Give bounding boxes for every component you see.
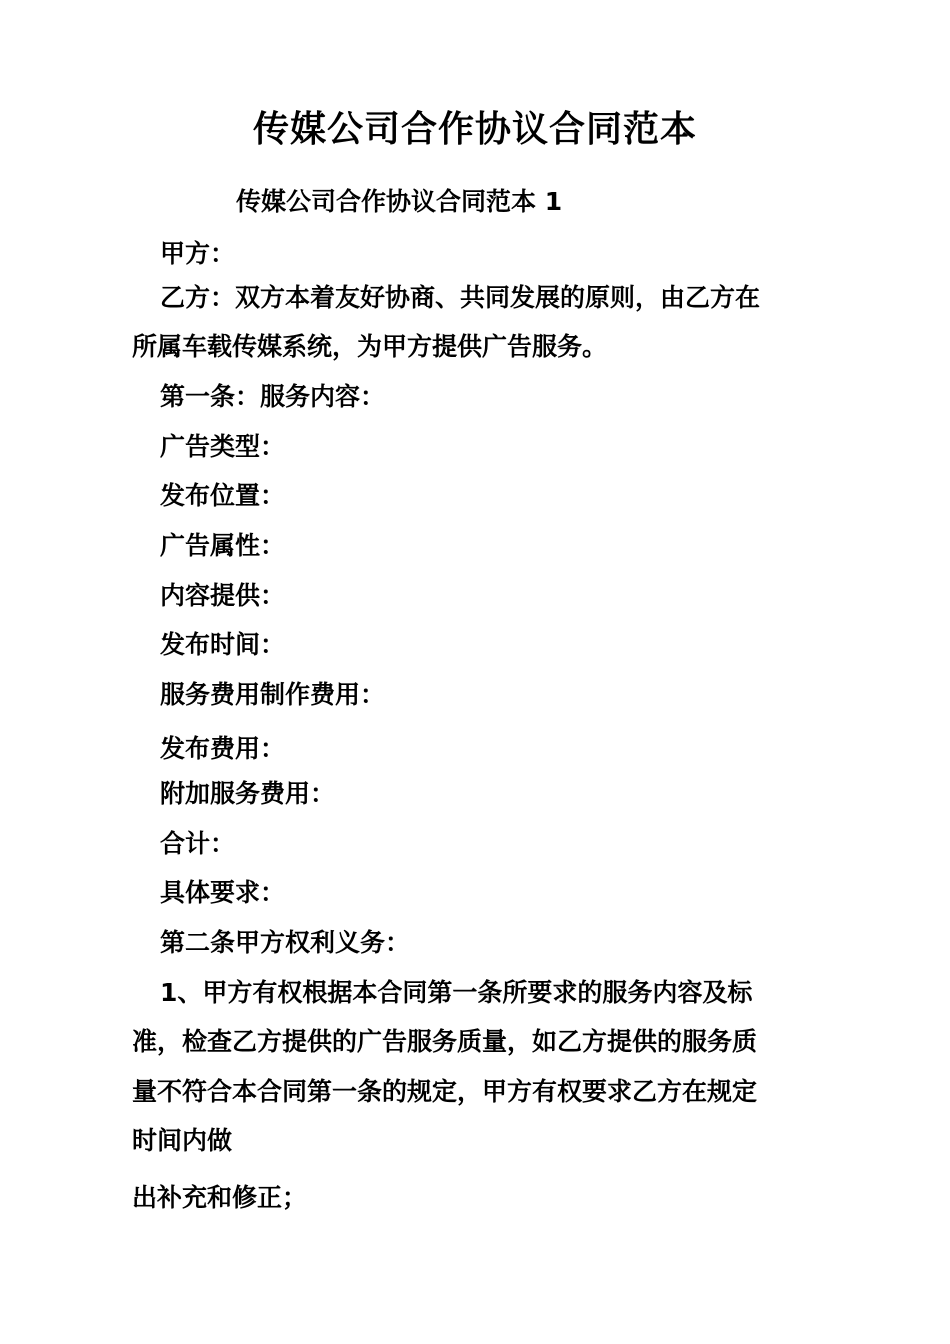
page-title: 传媒公司合作协议合同范本 xyxy=(252,109,697,150)
clause-1-line-4: 时间内做 xyxy=(132,1126,233,1155)
article-two-heading: 第二条甲方权利义务： xyxy=(160,928,411,957)
article-one-heading: 第一条：服务内容： xyxy=(160,382,386,411)
clause-1-line-3: 量不符合本合同第一条的规定，甲方有权要求乙方在规定 xyxy=(132,1077,758,1106)
field-extra-fee: 附加服务费用： xyxy=(160,779,336,808)
field-ad-attribute: 广告属性： xyxy=(160,531,286,560)
section-title: 传媒公司合作协议合同范本 1 xyxy=(236,187,563,216)
field-publish-time: 发布时间： xyxy=(160,630,286,659)
field-placement: 发布位置： xyxy=(160,481,286,510)
field-requirements: 具体要求： xyxy=(160,878,286,907)
party-a-line: 甲方： xyxy=(160,239,236,268)
clause-1-line-2: 准，检查乙方提供的广告服务质量，如乙方提供的服务质 xyxy=(132,1027,758,1056)
field-content-provider: 内容提供： xyxy=(160,581,286,610)
clause-1-line-1: 1、甲方有权根据本合同第一条所要求的服务内容及标 xyxy=(160,978,753,1007)
party-b-line: 乙方：双方本着友好协商、共同发展的原则，由乙方在 xyxy=(160,283,761,312)
field-total: 合计： xyxy=(160,829,236,858)
field-production-fee: 服务费用制作费用： xyxy=(160,680,386,709)
party-b-line-continued: 所属车载传媒系统，为甲方提供广告服务。 xyxy=(132,332,608,361)
field-ad-type: 广告类型： xyxy=(160,432,286,461)
field-publish-fee: 发布费用： xyxy=(160,734,286,763)
clause-1-line-5: 出补充和修正； xyxy=(132,1183,308,1212)
